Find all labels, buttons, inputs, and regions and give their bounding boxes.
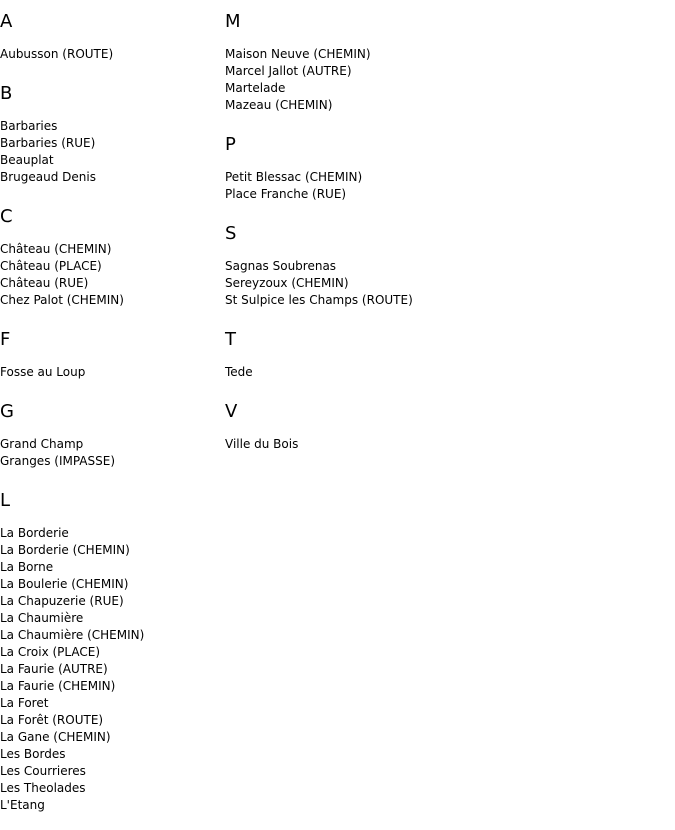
letter-heading: T bbox=[225, 329, 236, 350]
letter-heading: A bbox=[0, 11, 13, 32]
street-link-la-faurie-chemin[interactable]: La Faurie (CHEMIN) bbox=[0, 679, 116, 693]
letter-heading: V bbox=[225, 401, 238, 422]
street-link-la-foret-route[interactable]: La Forêt (ROUTE) bbox=[0, 713, 104, 727]
street-link-la-foret[interactable]: La Foret bbox=[0, 696, 49, 710]
street-link-la-croix-place[interactable]: La Croix (PLACE) bbox=[0, 645, 101, 659]
street-link-brugeaud-denis[interactable]: Brugeaud Denis bbox=[0, 170, 96, 184]
street-link-l-etang[interactable]: L'Etang bbox=[0, 798, 45, 812]
street-link-les-bordes[interactable]: Les Bordes bbox=[0, 747, 66, 761]
street-link-chez-palot-chemin[interactable]: Chez Palot (CHEMIN) bbox=[0, 293, 124, 307]
street-list bbox=[0, 118, 220, 186]
street-link-beauplat[interactable]: Beauplat bbox=[0, 153, 54, 167]
street-link-chateau-place[interactable]: Château (PLACE) bbox=[0, 259, 102, 273]
street-link-chateau-rue[interactable]: Château (RUE) bbox=[0, 276, 89, 290]
street-link-petit-blessac-chemin[interactable]: Petit Blessac (CHEMIN) bbox=[225, 170, 363, 184]
street-list bbox=[225, 258, 665, 309]
street-link-grand-champ[interactable]: Grand Champ bbox=[0, 437, 84, 451]
street-link-aubusson-route[interactable]: Aubusson (ROUTE) bbox=[0, 47, 114, 61]
street-link-barbaries-rue[interactable]: Barbaries (RUE) bbox=[0, 136, 96, 150]
street-link-la-borne[interactable]: La Borne bbox=[0, 560, 54, 574]
street-link-la-chaumiere[interactable]: La Chaumière bbox=[0, 611, 84, 625]
letter-heading: M bbox=[225, 11, 241, 32]
street-list bbox=[225, 436, 665, 453]
street-link-la-gane-chemin[interactable]: La Gane (CHEMIN) bbox=[0, 730, 111, 744]
letter-heading: F bbox=[0, 329, 11, 350]
street-list bbox=[225, 169, 665, 203]
letter-group-b bbox=[0, 80, 220, 186]
street-link-la-faurie-autre[interactable]: La Faurie (AUTRE) bbox=[0, 662, 108, 676]
letter-heading: S bbox=[225, 223, 237, 244]
street-list bbox=[0, 436, 220, 470]
street-link-fosse-au-loup[interactable]: Fosse au Loup bbox=[0, 365, 86, 379]
letter-group-g bbox=[0, 398, 220, 470]
street-link-la-chapuzerie-rue[interactable]: La Chapuzerie (RUE) bbox=[0, 594, 124, 608]
street-link-sereyzoux-chemin[interactable]: Sereyzoux (CHEMIN) bbox=[225, 276, 349, 290]
street-link-la-borderie[interactable]: La Borderie bbox=[0, 526, 69, 540]
letter-heading: B bbox=[0, 83, 13, 104]
street-link-granges-impasse[interactable]: Granges (IMPASSE) bbox=[0, 454, 116, 468]
letter-heading: G bbox=[0, 401, 14, 422]
letter-group-s bbox=[225, 220, 665, 309]
street-link-chateau-chemin[interactable]: Château (CHEMIN) bbox=[0, 242, 112, 256]
letter-group-v bbox=[225, 398, 665, 453]
letter-group-l bbox=[0, 487, 220, 814]
street-link-tede[interactable]: Tede bbox=[225, 365, 253, 379]
letter-group-c bbox=[0, 203, 220, 309]
letter-group-a bbox=[0, 8, 220, 63]
street-link-mazeau-chemin[interactable]: Mazeau (CHEMIN) bbox=[225, 98, 333, 112]
street-list bbox=[0, 364, 220, 381]
street-index-column-left bbox=[0, 8, 220, 814]
letter-group-f bbox=[0, 326, 220, 381]
street-link-ville-du-bois[interactable]: Ville du Bois bbox=[225, 437, 299, 451]
street-link-la-chaumiere-chemin[interactable]: La Chaumière (CHEMIN) bbox=[0, 628, 145, 642]
street-link-barbaries[interactable]: Barbaries bbox=[0, 119, 58, 133]
street-link-marcel-jallot-autre[interactable]: Marcel Jallot (AUTRE) bbox=[225, 64, 352, 78]
street-list bbox=[225, 46, 665, 114]
street-list bbox=[225, 364, 665, 381]
street-link-sagnas-soubrenas[interactable]: Sagnas Soubrenas bbox=[225, 259, 337, 273]
street-link-martelade[interactable]: Martelade bbox=[225, 81, 286, 95]
letter-heading: L bbox=[0, 490, 11, 511]
letter-heading: P bbox=[225, 134, 236, 155]
street-link-maison-neuve-chemin[interactable]: Maison Neuve (CHEMIN) bbox=[225, 47, 371, 61]
street-link-la-borderie-chemin[interactable]: La Borderie (CHEMIN) bbox=[0, 543, 130, 557]
letter-group-m bbox=[225, 8, 665, 114]
street-list bbox=[0, 46, 220, 63]
letter-heading: C bbox=[0, 206, 13, 227]
letter-group-p bbox=[225, 131, 665, 203]
street-link-les-courrieres[interactable]: Les Courrieres bbox=[0, 764, 86, 778]
street-index-column-right bbox=[225, 8, 665, 453]
street-link-st-sulpice-les-champs-route[interactable]: St Sulpice les Champs (ROUTE) bbox=[225, 293, 413, 307]
street-list bbox=[0, 525, 220, 814]
street-link-les-theolades[interactable]: Les Theolades bbox=[0, 781, 86, 795]
letter-group-t bbox=[225, 326, 665, 381]
street-link-place-franche-rue[interactable]: Place Franche (RUE) bbox=[225, 187, 347, 201]
street-link-la-boulerie-chemin[interactable]: La Boulerie (CHEMIN) bbox=[0, 577, 129, 591]
street-list bbox=[0, 241, 220, 309]
